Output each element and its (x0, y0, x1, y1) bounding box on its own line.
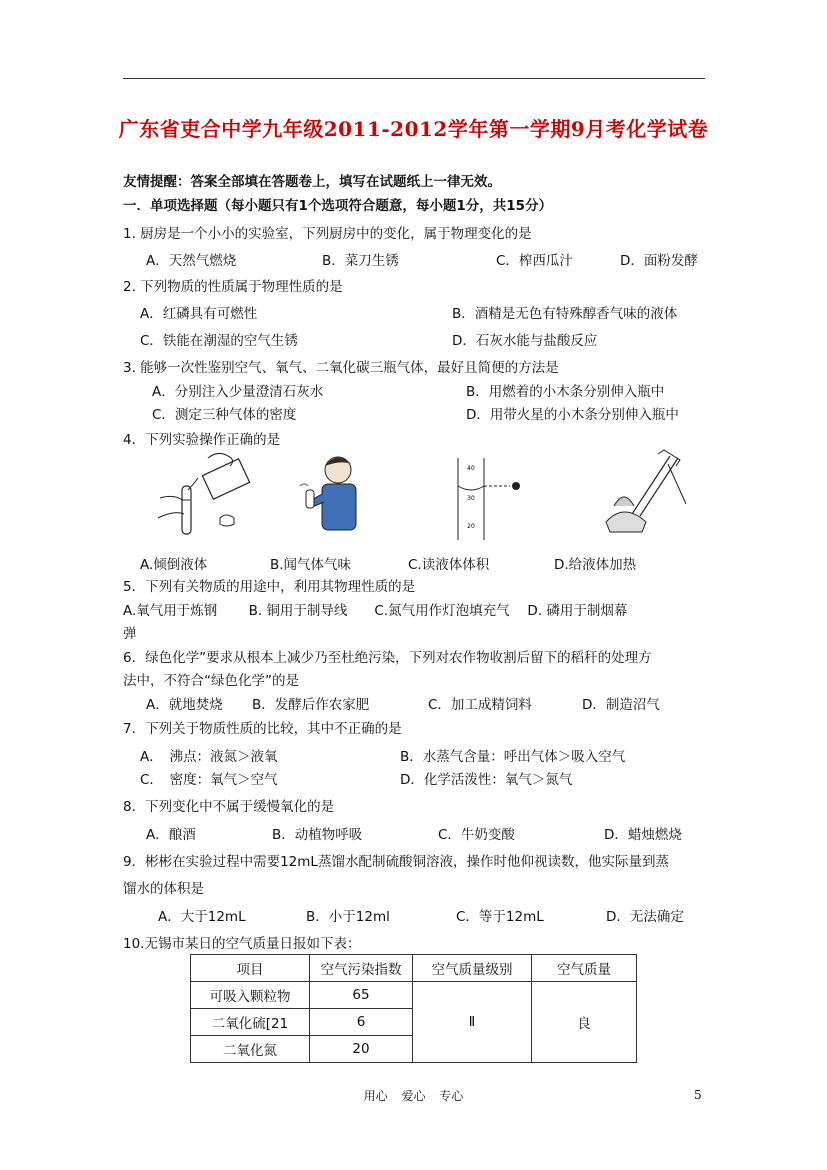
q9-option-c: C．等于12mL (456, 909, 544, 925)
smelling-gas-figure (296, 450, 380, 540)
table-cell: 二氧化氮 (191, 1036, 310, 1063)
q9-option-b: B．小于12ml (306, 909, 390, 925)
air-quality-rating: 良 (532, 982, 637, 1063)
heating-liquid-figure (582, 444, 694, 538)
table-header: 空气质量 (532, 955, 637, 982)
q5-options-line2: 弹 (123, 626, 137, 642)
q6-stem-line2: 法中，不符合“绿色化学”的是 (123, 673, 299, 689)
q5-options-line1: A.氧气用于炼钢 B. 铜用于制导线 C.氮气用作灯泡填充气 D. 磷用于制烟幕 (123, 603, 628, 619)
tip-text: 友情提醒：答案全部填在答题卷上，填写在试题纸上一律无效。 (123, 174, 501, 190)
q9-option-a: A．大于12mL (158, 909, 246, 925)
page-footer: 用心 爱心 专心 (363, 1089, 464, 1103)
table-header-row (191, 955, 637, 982)
q4-option-d: D.给液体加热 (554, 557, 637, 573)
table-cell: 可吸入颗粒物 (191, 982, 310, 1009)
q4-option-b: B.闻气体气味 (270, 557, 352, 573)
q7-option-a: A． 沸点：液氮＞液氧 (140, 749, 278, 765)
page-number: 5 (694, 1088, 702, 1102)
header-rule (123, 78, 705, 79)
q6-option-b: B．发酵后作农家肥 (252, 697, 370, 713)
q8-stem: 8．下列变化中不属于缓慢氧化的是 (123, 799, 335, 815)
q9-stem-line2: 馏水的体积是 (123, 881, 204, 897)
q5-stem: 5．下列有关物质的用途中，利用其物理性质的是 (123, 579, 416, 595)
q8-option-b: B．动植物呼吸 (272, 827, 363, 843)
q8-option-d: D．蜡烛燃烧 (604, 827, 682, 843)
q7-option-d: D．化学活泼性：氧气＞氮气 (400, 772, 573, 788)
reading-volume-figure (444, 456, 534, 542)
cylinder-tick-40: 40 (467, 465, 475, 472)
q1-stem: 1. 厨房是一个小小的实验室，下列厨房中的变化，属于物理变化的是 (123, 226, 532, 242)
q10-stem: 10.无锡市某日的空气质量日报如下表： (123, 936, 361, 952)
q7-option-b: B．水蒸气含量：呼出气体＞吸入空气 (400, 749, 626, 765)
q6-option-d: D．制造沼气 (582, 697, 660, 713)
q8-option-a: A．酿酒 (146, 827, 196, 843)
q2-option-b: B．酒精是无色有特殊醇香气味的液体 (452, 306, 678, 322)
cylinder-tick-30: 30 (467, 495, 475, 502)
pouring-liquid-figure (150, 448, 262, 538)
exam-title: 广东省吏合中学九年级2011-2012学年第一学期9月考化学试卷 (118, 117, 709, 141)
q7-stem: 7．下列关于物质性质的比较，其中不正确的是 (123, 721, 402, 737)
q3-option-b: B．用燃着的小木条分别伸入瓶中 (466, 384, 665, 400)
q9-option-d: D．无法确定 (606, 909, 684, 925)
q1-option-d: D．面粉发酵 (620, 253, 698, 269)
q3-option-a: A．分别注入少量澄清石灰水 (152, 384, 324, 400)
table-cell: 6 (310, 1009, 413, 1036)
cylinder-tick-20: 20 (467, 523, 475, 530)
q2-option-a: A．红磷具有可燃性 (140, 306, 258, 322)
q1-option-b: B．菜刀生锈 (322, 253, 399, 269)
q3-option-c: C．测定三种气体的密度 (152, 407, 297, 423)
q4-stem: 4．下列实验操作正确的是 (123, 432, 281, 448)
q7-option-c: C． 密度：氧气＞空气 (140, 772, 278, 788)
q6-option-a: A．就地焚烧 (146, 697, 223, 713)
section-heading: 一．单项选择题（每小题只有1个选项符合题意，每小题1分，共15分） (123, 198, 553, 214)
q3-stem: 3. 能够一次性鉴别空气、氧气、二氧化碳三瓶气体，最好且简便的方法是 (123, 360, 559, 376)
table-cell: 65 (310, 982, 413, 1009)
q2-option-d: D．石灰水能与盐酸反应 (452, 333, 598, 349)
q1-option-a: A．天然气燃烧 (146, 253, 237, 269)
air-quality-level: Ⅱ (413, 982, 532, 1063)
table-header: 空气污染指数 (310, 955, 413, 982)
table-cell: 20 (310, 1036, 413, 1063)
q9-stem-line1: 9．彬彬在实验过程中需要12mL蒸馏水配制硫酸铜溶液，操作时他仰视读数，他实际量到蒸 (123, 854, 669, 870)
air-quality-table (190, 954, 637, 1063)
q2-option-c: C．铁能在潮湿的空气生锈 (140, 333, 298, 349)
q8-option-c: C．牛奶变酸 (438, 827, 515, 843)
q6-option-c: C．加工成精饲料 (428, 697, 532, 713)
q3-option-d: D．用带火星的小木条分别伸入瓶中 (466, 407, 679, 423)
q4-option-c: C.读液体体积 (408, 557, 490, 573)
q1-option-c: C．榨西瓜汁 (496, 253, 573, 269)
table-header: 空气质量级别 (413, 955, 532, 982)
q4-option-a: A.倾倒液体 (140, 557, 208, 573)
table-header: 项目 (191, 955, 310, 982)
q2-stem: 2. 下列物质的性质属于物理性质的是 (123, 279, 343, 295)
table-row (191, 982, 637, 1009)
q6-stem-line1: 6．绿色化学”要求从根本上减少乃至杜绝污染，下列对农作物收割后留下的稻秆的处理方 (123, 650, 652, 666)
table-cell: 二氧化硫[21 (191, 1009, 310, 1036)
